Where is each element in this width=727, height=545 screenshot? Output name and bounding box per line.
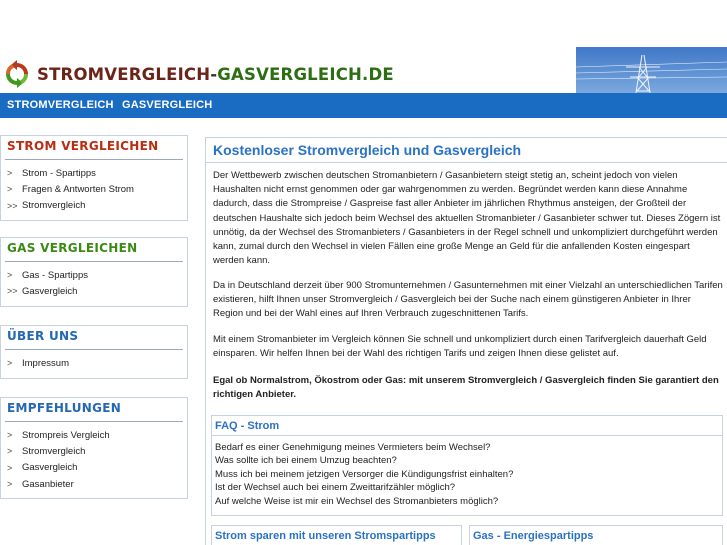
strom-spartipps-title[interactable]: Strom sparen mit unseren Stromspartipps (215, 530, 436, 542)
chevron-right-icon: > (7, 184, 13, 195)
sidebar-item-strompreis-vergleich[interactable] (7, 427, 187, 443)
chevron-right-icon: > (7, 168, 13, 179)
sidebar-item-stromvergleich[interactable] (7, 198, 187, 214)
sidebar-item-label: Impressum (22, 357, 69, 369)
strom-spartipps-box (211, 525, 462, 545)
nav-gasvergleich[interactable]: GASVERGLEICH (122, 99, 213, 111)
faq-item[interactable]: Was sollte ich bei einem Umzug beachten? (215, 455, 397, 467)
sidebar-title-ueber-uns: ÜBER UNS (7, 329, 79, 343)
divider (5, 349, 183, 350)
sidebar-item-faq-strom[interactable] (7, 181, 187, 197)
guarantee-paragraph: Egal ob Normalstrom, Ökostrom oder Gas: mit unserem Stromvergleich / Gasvergleich finden Sie garantiert den richtigen Anbieter. (213, 375, 719, 401)
sidebar-item-label: Gasvergleich (22, 462, 78, 474)
logo-separator: - (210, 64, 218, 84)
sidebar-item-label: Gas - Spartipps (22, 269, 88, 281)
sidebar-item-gas-spartipps[interactable] (7, 267, 187, 283)
sidebar-box-strom (0, 135, 188, 221)
sidebar-title-empfehlungen: EMPFEHLUNGEN (7, 401, 122, 415)
intro-paragraph: Der Wettbewerb zwischen deutschen Stromanbietern / Gasanbietern steigt stetig an, scheint jedoch von vielen Haushalten nicht ernst genommen oder gar wahrgenommen zu werden. Begründet werden kann diese Annahme dadurch, dass die Strompreise / Gaspreise fast aller Anbieter im jährlichen Rhythmus ansteigen, der Großteil der deutschen Haushalte sich jedoch beim Wechsel des aktuellen Stromanbieter / Gasanbieter schwer tut. Dieses Zögern ist unnötig, da der Wechsel des Stromanbieters / Gasanbieters in der Regel schnell und unkompliziert durchgeführt werden kann, zumal durch den Wechsel in vielen Fällen eine große Menge an Geld für die anfallenden Kosten eingespart werden kann. (213, 170, 721, 267)
sidebar-title-gas: GAS VERGLEICHEN (7, 241, 138, 255)
divider (206, 162, 727, 163)
sidebar-box-ueber-uns (0, 325, 188, 379)
sidebar-item-label: Stromvergleich (22, 200, 86, 212)
sidebar-item-impressum[interactable] (7, 355, 187, 371)
chevron-right-icon: > (7, 446, 13, 457)
logo-tld: .DE (362, 64, 394, 84)
page-title: Kostenloser Stromvergleich und Gasvergleich (213, 142, 522, 158)
sidebar-box-empfehlungen (0, 397, 188, 499)
chevron-right-icon: > (7, 479, 13, 490)
faq-item[interactable]: Ist der Wechsel auch bei einem Zweittarifzähler möglich? (215, 482, 456, 494)
sidebar-item-label: Gasanbieter (22, 478, 74, 490)
sidebar-item-label: Gasvergleich (22, 285, 78, 297)
double-chevron-right-icon: >> (7, 286, 18, 297)
sidebar-box-gas (0, 237, 188, 307)
faq-item[interactable]: Bedarf es einer Genehmigung meines Vermieters beim Wechsel? (215, 442, 491, 453)
sidebar-item-gasvergleich[interactable] (7, 283, 187, 299)
divider (5, 159, 183, 160)
site-header (0, 0, 727, 93)
sidebar-title-strom: STROM VERGLEICHEN (7, 139, 159, 153)
market-paragraph: Da in Deutschland derzeit über 900 Stromunternehmen / Gasunternehmen mit einer Vielzahl an unterschiedlichen Tarifen existieren, hilft Ihnen unser Stromvergleich / Gasvergleich bei der Suche nach einem günstigeren Anbieter in Ihrer Region und bei der Wahl eines auf Ihren Verbrauch zugeschnittenen Tarifs. (213, 280, 723, 320)
chevron-right-icon: > (7, 358, 13, 369)
gas-spartipps-box (469, 525, 723, 545)
logo-part-strom: STROMVERGLEICH (37, 64, 211, 84)
faq-item[interactable]: Auf welche Weise ist mir ein Wechsel des Stromanbieters möglich? (215, 495, 499, 507)
divider (5, 421, 183, 422)
faq-box (211, 415, 723, 516)
site-logo[interactable] (0, 58, 394, 90)
logo-wordmark (37, 65, 394, 84)
main-nav (0, 93, 727, 118)
sidebar-item-label: Strom - Spartipps (22, 167, 96, 179)
chevron-right-icon: > (7, 270, 13, 281)
sidebar-item-gasvergleich-link[interactable] (7, 460, 187, 476)
faq-title[interactable]: FAQ - Strom (215, 420, 280, 432)
double-chevron-right-icon: >> (7, 200, 18, 211)
sidebar-item-label: Stromvergleich (22, 445, 86, 457)
logo-part-gas: GASVERGLEICH (217, 64, 363, 84)
sidebar-item-label: Strompreis Vergleich (22, 429, 110, 441)
main-content (205, 137, 727, 545)
sidebar-item-strom-spartipps[interactable] (7, 165, 187, 181)
sidebar-item-stromvergleich-link[interactable] (7, 443, 187, 459)
chevron-right-icon: > (7, 430, 13, 441)
gas-spartipps-title[interactable]: Gas - Energiespartipps (473, 530, 594, 542)
nav-stromvergleich[interactable]: STROMVERGLEICH (7, 99, 114, 111)
divider (5, 261, 183, 262)
sidebar-item-label: Fragen & Antworten Strom (22, 183, 134, 195)
sidebar-item-gasanbieter[interactable] (7, 476, 187, 492)
recycle-arrows-icon (2, 59, 32, 89)
chevron-right-icon: > (7, 462, 13, 473)
savings-paragraph: Mit einem Stromanbieter im Vergleich können Sie schnell und unkompliziert durch einen Tarifvergleich dauerhaft Geld einsparen. Wir helfen Ihnen bei der Wahl des richtigen Tarifs und zeigen Ihnen diese gelistet auf. (213, 334, 707, 360)
faq-item[interactable]: Muss ich bei meinem jetzigen Versorger die Kündigungsfrist einhalten? (215, 468, 514, 480)
